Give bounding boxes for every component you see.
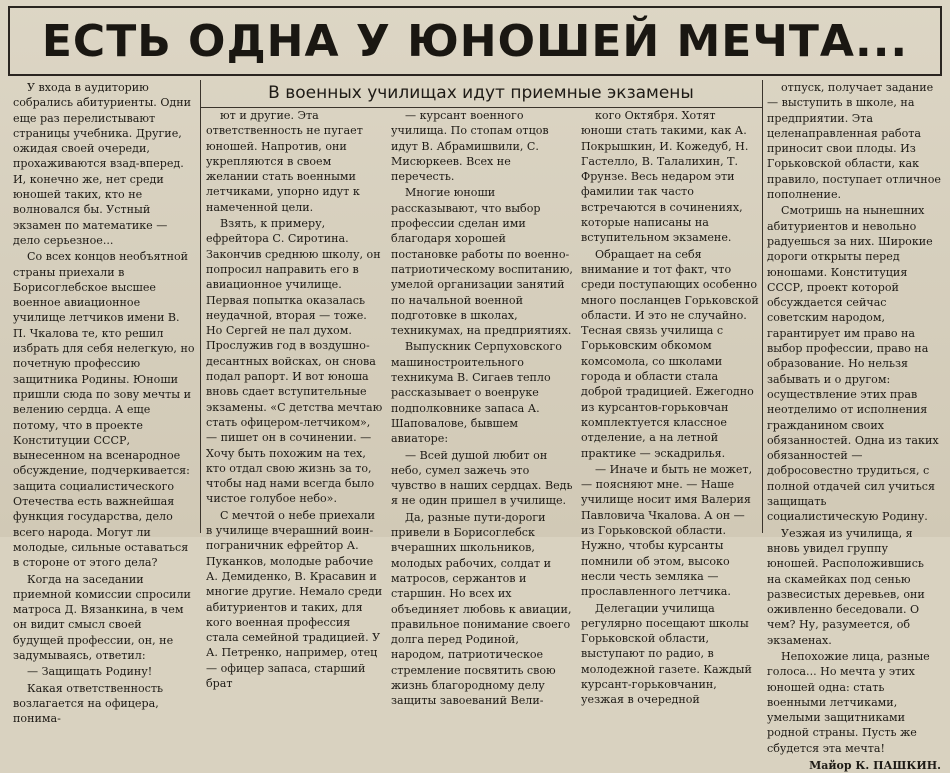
paragraph: Многие юноши рассказывают, что выбор профессии сделан ими благодаря хорошей постановке работы по военно-патриотическому воспитанию, умелой организации занятий по начальной военной подготовке в школах, техникумах, на предприятиях.	[391, 186, 573, 338]
article-column-3	[388, 108, 576, 708]
paragraph: Непохожие лица, разные голоса... Но мечта у этих юношей одна: стать военными летчиками, умелыми защитниками родной страны. Пусть же сбудется эта мечта!	[767, 649, 930, 755]
paragraph: У входа в аудиторию собрались абитуриенты. Одни еще раз перелистывают страницы учебника. Другие, ожидая своей очереди, прохаживаются взад-вперед. И, конечно же, нет среди юношей таких, кто не волновался бы. Устный экзамен по математике — дело серьезное...	[13, 81, 192, 247]
subheadline: В военных училищах идут приемные экзамены	[268, 83, 694, 103]
article-column-5	[764, 80, 944, 773]
paragraph: Выпускник Серпуховского машиностроительного техникума В. Сигаев тепло рассказывает о военруке подполковнике запаса А. Шаповалове, бывшем авиаторе:	[391, 340, 562, 446]
column-rule-right	[762, 80, 763, 533]
paragraph: Делегации училища регулярно посещают школы Горьковской области, выступают по радио, в молодежной газете. Каждый курсант-горьковчанин, уезжая в очередной	[581, 601, 752, 707]
paragraph: Обращает на себя внимание и тот факт, что среди поступающих особенно много посланцев Горьковской области. И это не случайно. Тесная связь училища с Горьковским обкомом комсомола, со школами города и области стала доброй традицией. Ежегодно из курсантов-горьковчан комплектуется классное отделение, а на летной практике — эскадрилья.	[581, 247, 759, 460]
paragraph: — Защищать Родину!	[27, 665, 153, 679]
column-rule-left	[200, 80, 201, 533]
paragraph: — Всей душой любит он небо, сумел зажечь это чувство в наших сердцах. Ведь я не один пришел в училище.	[391, 448, 573, 508]
article-column-1	[10, 80, 198, 726]
paragraph: отпуск, получает задание — выступить в школе, на предприятии. Эта целенаправленная работа приносит свои плоды. Из Горьковской области, как правило, поступает отличное пополнение.	[767, 81, 941, 202]
article-column-4	[578, 108, 762, 707]
paragraph: — курсант военного училища. По стопам отцов идут В. Абрамишвили, С. Мисюркеев. Всех не перечесть.	[391, 109, 549, 184]
paragraph: С мечтой о небе приехали в училище вчерашний воин-пограничник ефрейтор А. Пуканков, молодые рабочие А. Демиденко, В. Красавин и многие другие. Немало среди абитуриентов и таких, для кого военная профессия стала семейной традицией. У А. Петренко, например, отец — офицер запаса, старший брат	[206, 508, 383, 690]
paragraph: Какая ответственность возлагается на офицера, понима-	[13, 681, 164, 726]
paragraph: — Иначе и быть не может, — поясняют мне. — Наше училище носит имя Валерия Павловича Чкалова. А он — из Горьковской области. Нужно, чтобы курсанты помнили об этом, высоко несли честь земляка — прославленного летчика.	[581, 462, 753, 599]
headline: ЕСТЬ ОДНА У ЮНОШЕЙ МЕЧТА...	[8, 6, 942, 76]
paragraph: Когда на заседании приемной комиссии спросили матроса Д. Вязанкина, в чем он видит смысл своей будущей профессии, он, не задумываясь, ответил:	[13, 572, 191, 662]
paragraph: ют и другие. Эта ответственность не пугает юношей. Напротив, они укрепляются в своем желании стать военными летчиками, упорно идут к намеченной цели.	[206, 109, 363, 214]
paragraph: Взять, к примеру, ефрейтора С. Сиротина. Закончив среднюю школу, он попросил направить его в авиационное училище. Первая попытка оказалась неудачной, вторая — тоже. Но Сергей не пал духом. Прослужив год в воздушно-десантных войсках, он снова подал рапорт. И вот юноша вновь сдает вступительные экзамены. «С детства мечтаю стать офицером-летчиком», — пишет он в сочинении. — Хочу быть похожим на тех, кто отдал свою жизнь за то, чтобы над нами всегда было чистое голубое небо».	[206, 217, 383, 506]
paragraph: Смотришь на нынешних абитуриентов и невольно радуешься за них. Широкие дороги открыты перед юношами. Конституция СССР, проект которой обсуждается сейчас советским народом, гарантирует им право на выбор профессии, право на образование. Но нельзя забывать и о другом: осуществление этих прав неотделимо от исполнения гражданином своих обязанностей. Одна из таких обязанностей — добросовестно трудиться, с полной отдачей сил учиться защищать социалистическую Родину.	[767, 204, 939, 524]
paragraph: Уезжая из училища, я вновь увидел группу юношей. Расположившись на скамейках под сенью развесистых деревьев, они оживленно беседовали. О чем? Ну, разумеется, об экзаменах.	[767, 526, 925, 647]
author-signature: Майор К. ПАШКИН.	[809, 759, 941, 773]
article-column-2	[203, 108, 386, 690]
paragraph: кого Октября. Хотят юноши стать такими, как А. Покрышкин, И. Кожедуб, Н. Гастелло, В. Талалихин, Т. Фрунзе. Весь недаром эти фамилии так часто встречаются в сочинениях, которые написаны на вступительном экзамене.	[581, 109, 749, 245]
paragraph: Со всех концов необъятной страны приехали в Борисоглебское высшее военное авиационное училище летчиков имени В. П. Чкалова те, кто решил избрать для себя нелегкую, но почетную профессию защитника Родины. Юноши пришли сюда по зову мечты и велению сердца. А еще потому, что в проекте Конституции СССР, вынесенном на всенародное обсуждение, подчеркивается: защита социалистического Отечества есть важнейшая функция государства, дело всего народа. Могут ли молодые, сильные оставаться в стороне от этого дела?	[13, 250, 195, 570]
paragraph: Да, разные пути-дороги привели в Борисоглебск вчерашних школьников, молодых рабочих, солдат и матросов, сержантов и старшин. Но всех их объединяет любовь к авиации, правильное понимание своего долга перед Родиной, народом, патриотическое стремление посвятить свою жизнь благородному делу защиты завоеваний Вели-	[391, 510, 572, 708]
